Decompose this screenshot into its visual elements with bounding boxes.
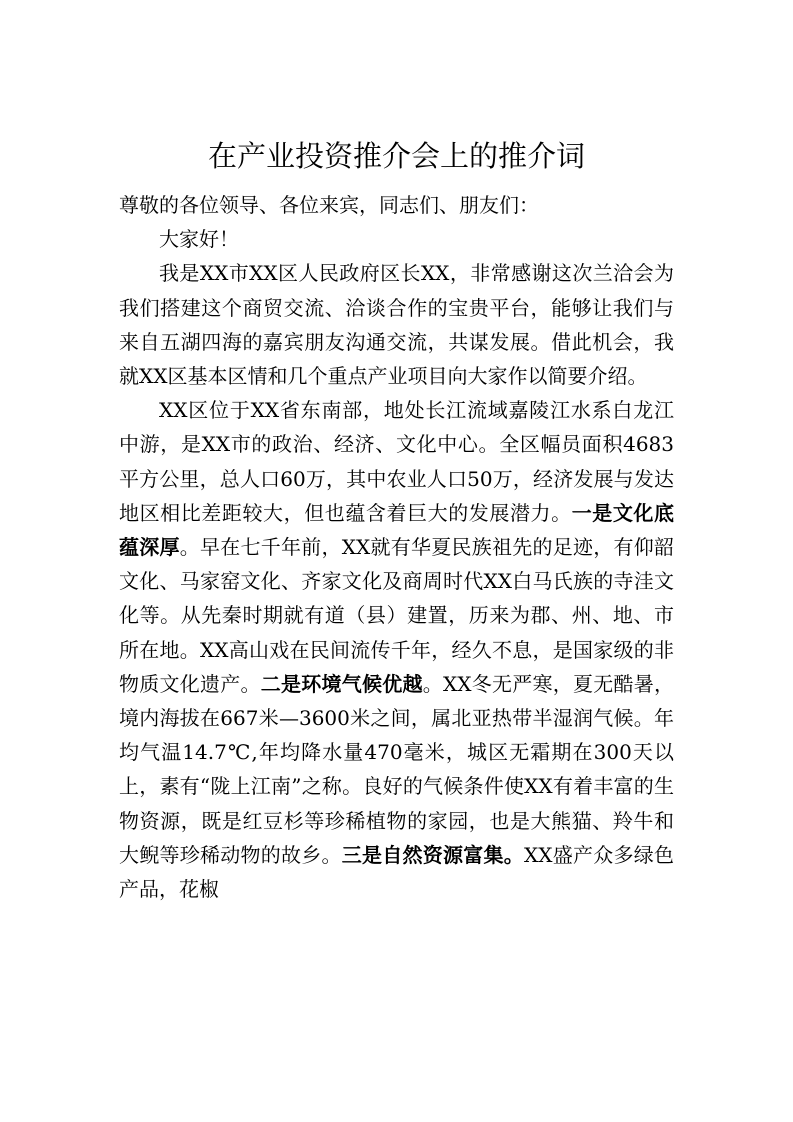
paragraph-district-overview — [119, 393, 674, 906]
document-body — [119, 188, 674, 906]
greeting: 大家好！ — [159, 227, 239, 252]
point1-text: 。早在七千年前，XX就有华夏民族祖先的足迹，有仰韶文化、马家窑文化、齐家文化及商周时代XX白马氏族的寺洼文化等。从先秦时期就有道（县）建置，历来为郡、州、地、市所在地。XX高山戏在民间流传千年，经久不息，是国家级的非物质文化遗产。 — [119, 535, 675, 696]
salutation: 尊敬的各位领导、各位来宾，同志们、朋友们： — [119, 193, 539, 217]
point1-heading: 一是文化底蕴深厚 — [119, 500, 675, 560]
point2-text: 。XX冬无严寒，夏无酷暑，境内海拔在667米—3600米之间，属北亚热带半湿润气候。年均气温14.7℃,年均降水量470毫米，城区无霜期在300天以上，素有“陇上江南”之称。良好的气候条件使XX有着丰富的生物资源，既是红豆杉等珍稀植物的家园，也是大熊猫、羚牛和大鲵等珍稀动物的故乡。 — [119, 671, 675, 867]
point3-text: XX盛产众多绿色产品，花椒 — [119, 842, 675, 902]
point3-heading: 三是自然资源富集。 — [341, 842, 525, 867]
paragraph-introduction: 我是XX市XX区人民政府区长XX，非常感谢这次兰洽会为我们搭建这个商贸交流、洽谈合作的宝贵平台，能够让我们与来自五湖四海的嘉宾朋友沟通交流，共谋发展。借此机会，我就XX区基本区情和几个重点产业项目向大家作以简要介绍。 — [119, 261, 674, 389]
point2-heading: 二是环境气候优越 — [260, 671, 423, 696]
overview-text: XX区位于XX省东南部，地处长江流域嘉陵江水系白龙江中游，是XX市的政治、经济、文化中心。全区幅员面积4683平方公里，总人口60万，其中农业人口50万，经济发展与发达地区相比差距较大，但也蕴含着巨大的发展潜力。 — [119, 398, 674, 525]
document-title: 在产业投资推介会上的推介词 — [207, 139, 585, 173]
